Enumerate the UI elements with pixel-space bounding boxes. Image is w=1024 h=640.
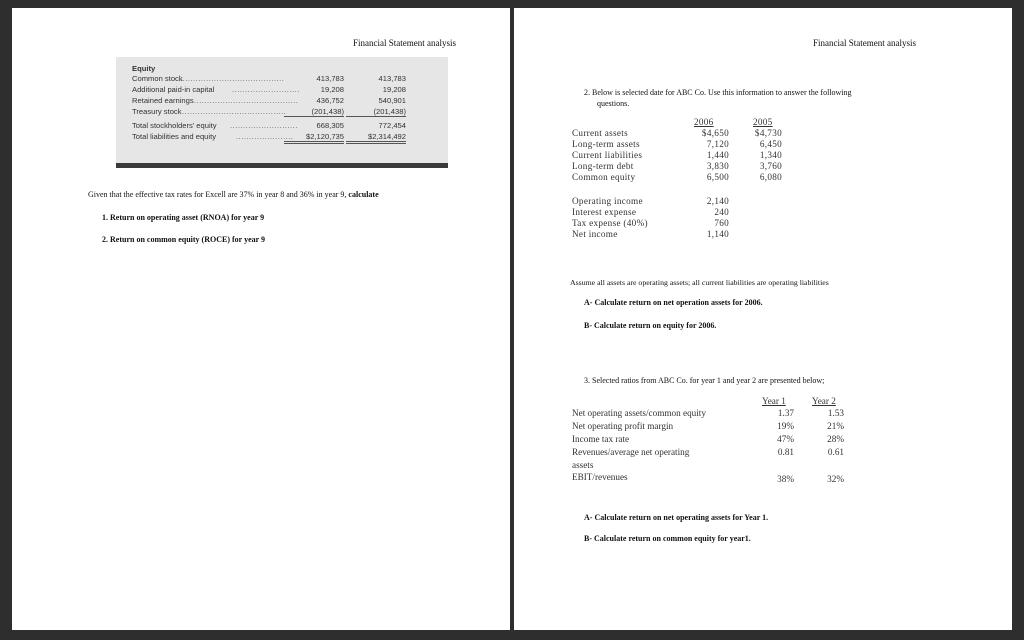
equity-value-year8: 19,208 [320,85,344,94]
equity-table-divider [116,163,448,168]
value-2006: $4,650 [701,128,729,138]
value-2005: 1,340 [759,150,782,160]
equity-row-label: Total liabilities and equity [132,132,217,141]
equity-row-label: Additional paid-in capital [132,85,215,94]
equity-row [132,121,432,132]
equity-value-year8: 436,752 [316,96,344,105]
equity-value-year8: $2,120,735 [284,132,344,144]
q2-intro: 2. Below is selected date for ABC Co. Use this information to answer the following [584,88,852,97]
ratio-year1: 1.37 [777,408,794,418]
q2-intro-continued: questions. [597,99,630,108]
equity-value-year8: 413,783 [316,74,344,83]
ratio-year2: 32% [827,474,844,484]
q3-part-a: A- Calculate return on net operating assets for Year 1. [584,513,769,522]
equity-row-label: Common stock [132,74,183,83]
leader-dots: ...................... [236,132,294,141]
ratio-label: Net operating profit margin [572,421,674,431]
leader-dots: ........................................ [182,107,287,116]
col-header-2005: 2005 [753,117,773,127]
q2-part-b: B- Calculate return on equity for 2006. [584,321,717,330]
left-page [12,8,510,630]
ratio-year2: 28% [827,434,844,444]
value-2006: 7,120 [706,139,729,149]
page-header: Financial Statement analysis [813,38,916,48]
equity-title: Equity [132,64,156,73]
value-2006: 6,500 [706,172,729,182]
question-1: 1. Return on operating asset (RNOA) for year 9 [102,213,265,222]
equity-value-year9: $2,314,492 [346,132,406,144]
value-2006: 760 [714,218,729,228]
equity-row-label: Treasury stock [132,107,182,116]
q3-intro: 3. Selected ratios from ABC Co. for year 1 and year 2 are presented below; [584,376,825,385]
equity-row [132,96,432,107]
equity-value-year9: 413,783 [378,74,406,83]
ratio-year2: 21% [827,421,844,431]
equity-value-year9: (201,438) [346,107,406,117]
ratio-label-continued: assets [572,460,594,470]
row-label: Long-term debt [572,161,634,171]
ratio-label: EBIT/revenues [572,472,628,482]
row-label: Net income [572,229,618,239]
leader-dots: ........................................ [180,74,285,83]
equity-row [132,107,432,118]
value-2005: 6,080 [759,172,782,182]
row-label: Long-term assets [572,139,640,149]
equity-value-year8: (201,438) [284,107,344,117]
instructions-bold-text: calculate [348,190,379,199]
question-2: 2. Return on common equity (ROCE) for year 9 [102,235,266,244]
col-header-year1: Year 1 [762,396,786,406]
q2-part-a: A- Calculate return on net operation assets for 2006. [584,298,763,307]
row-label: Operating income [572,196,643,206]
assumption-note: Assume all assets are operating assets; all current liabilities are operating liabilities [570,278,829,287]
row-label: Current assets [572,128,628,138]
value-2005: 3,760 [759,161,782,171]
equity-value-year8: 668,305 [316,121,344,130]
ratio-year1: 38% [777,474,794,484]
col-header-2006: 2006 [694,117,714,127]
ratio-label: Net operating assets/common equity [572,408,706,418]
col-header-year2: Year 2 [812,396,836,406]
row-label: Common equity [572,172,636,182]
row-label: Tax expense (40%) [572,218,648,228]
tax-rate-instructions [88,190,379,199]
equity-row [132,74,432,85]
ratio-label: Income tax rate [572,434,630,444]
equity-value-year9: 19,208 [382,85,406,94]
page-header: Financial Statement analysis [353,38,456,48]
equity-row [132,132,432,143]
value-2006: 2,140 [706,196,729,206]
value-2006: 3,830 [706,161,729,171]
value-2005: $4,730 [754,128,782,138]
value-2005: 6,450 [759,139,782,149]
value-2006: 1,440 [706,150,729,160]
leader-dots: ........................................ [194,96,299,105]
ratio-year2: 0.61 [827,447,844,457]
ratio-year2: 1.53 [827,408,844,418]
row-label: Current liabilities [572,150,643,160]
q3-part-b: B- Calculate return on common equity for year1. [584,534,751,543]
equity-row-label: Retained earnings [132,96,194,105]
equity-row [132,85,432,96]
ratio-year1: 47% [777,434,794,444]
equity-value-year9: 772,454 [378,121,406,130]
leader-dots: .......................... [230,121,298,130]
equity-row-label: Total stockholders’ equity [132,121,217,130]
ratio-year1: 0.81 [777,447,794,457]
leader-dots: .......................... [232,85,300,94]
instructions-text: Given that the effective tax rates for Excell are 37% in year 8 and 36% in year 9, [88,190,349,199]
value-2006: 240 [714,207,729,217]
equity-value-year9: 540,901 [378,96,406,105]
ratio-year1: 19% [777,421,794,431]
row-label: Interest expense [572,207,637,217]
right-page [514,8,1012,630]
value-2006: 1,140 [706,229,729,239]
ratio-label: Revenues/average net operating [572,447,690,457]
